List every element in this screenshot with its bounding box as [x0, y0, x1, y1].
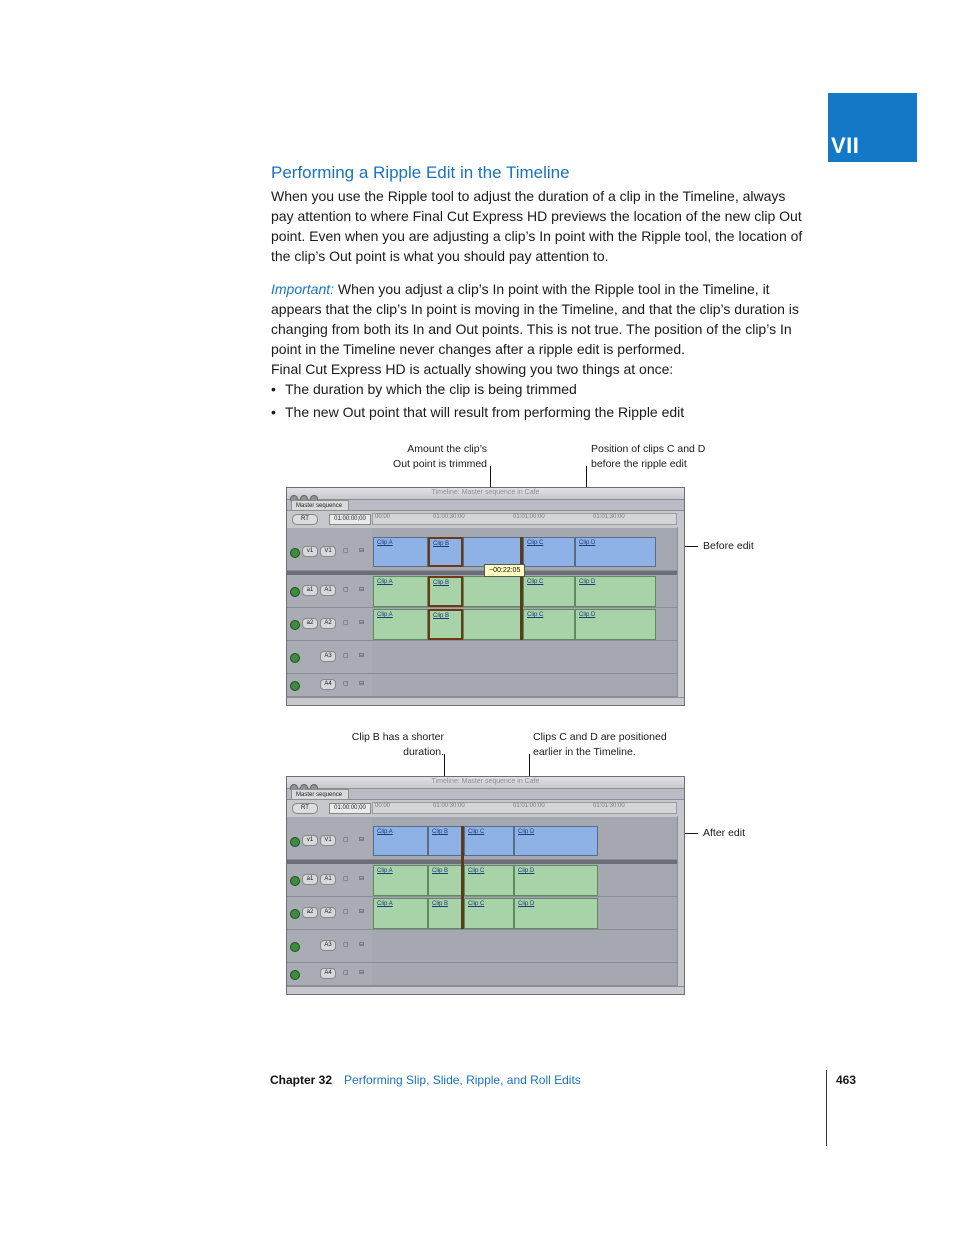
chapter-label: Chapter 32	[270, 1073, 333, 1087]
time-ruler[interactable]	[372, 513, 677, 525]
clip-d[interactable]: Clip D	[575, 537, 656, 567]
speaker-icon[interactable]	[290, 587, 300, 597]
dest-track[interactable]: A4	[320, 679, 336, 690]
track-header-a4[interactable]	[287, 963, 372, 986]
link-icon[interactable]: ⊟	[359, 587, 365, 593]
page-number: 463	[836, 1073, 857, 1087]
clip-c-audio[interactable]: Clip C	[523, 609, 575, 640]
clip-b-audio[interactable]: Clip B	[428, 865, 462, 896]
chapter-title: Performing Slip, Slide, Ripple, and Roll Edits	[344, 1073, 581, 1087]
callout-trim-amount	[380, 442, 487, 472]
clip-b-audio[interactable]: Clip B	[428, 898, 462, 929]
audio-lane	[372, 963, 677, 986]
tab-master-sequence[interactable]: Master sequence	[291, 789, 349, 799]
rt-menu[interactable]: RT	[292, 514, 318, 525]
link-icon[interactable]: ⊟	[359, 942, 365, 948]
link-icon[interactable]: ⊟	[359, 653, 365, 659]
clip-b-audio-preview[interactable]	[463, 609, 521, 640]
window-titlebar	[287, 488, 684, 500]
lock-icon[interactable]: ▢	[343, 942, 349, 948]
clip-c-audio[interactable]: Clip C	[464, 865, 514, 896]
callout-shorter-duration	[340, 730, 444, 760]
intro-line: point. Even when you are adjusting a clip’s In point with the Ripple tool, the location of	[271, 228, 803, 244]
intro-paragraph	[271, 186, 827, 266]
track-header-a1[interactable]	[287, 575, 372, 608]
dest-track[interactable]: A1	[320, 585, 336, 596]
callout-line: earlier in the Timeline.	[533, 746, 636, 758]
bullet-item: • The duration by which the clip is being trimmed	[271, 381, 577, 397]
page-footer	[270, 1073, 581, 1087]
track-header-a1[interactable]	[287, 864, 372, 897]
source-track[interactable]: a2	[302, 907, 318, 918]
speaker-icon[interactable]	[290, 653, 300, 663]
clip-d-audio[interactable]: Clip D	[514, 865, 598, 896]
part-number: VII	[831, 133, 860, 158]
window-title: Timeline: Master sequence in Cafe	[431, 489, 540, 496]
lock-icon[interactable]: ▢	[343, 620, 349, 626]
timeline-toolbar	[287, 799, 684, 818]
clip-a-audio[interactable]: Clip A	[373, 898, 428, 929]
audio-lane	[372, 930, 677, 963]
callout-line: Out point is trimmed	[393, 458, 487, 470]
important-line: appears that the clip’s In point is moving in the Timeline, and that the clip’s duration is	[271, 301, 799, 317]
track-header-a4[interactable]	[287, 674, 372, 697]
bullet-text: The duration by which the clip is being trimmed	[285, 381, 577, 397]
intro-line: When you use the Ripple tool to adjust the duration of a clip in the Timeline, always	[271, 188, 786, 204]
audio-lane	[372, 674, 677, 697]
speaker-icon[interactable]	[290, 909, 300, 919]
callout-position-before	[591, 442, 731, 472]
clip-a-audio[interactable]: Clip A	[373, 865, 428, 896]
clip-a-audio[interactable]: Clip A	[373, 609, 428, 640]
important-text: When you adjust a clip’s In point with the Ripple tool in the Timeline, it	[337, 281, 770, 297]
bullet-item: • The new Out point that will result from performing the Ripple edit	[271, 404, 685, 420]
clip-a-audio[interactable]: Clip A	[373, 576, 428, 607]
bullet-text: The new Out point that will result from performing the Ripple edit	[285, 404, 685, 420]
vertical-scrollbar[interactable]	[677, 527, 685, 697]
callout-line: Clips C and D are positioned	[533, 731, 667, 743]
track-header-a3[interactable]	[287, 930, 372, 963]
speaker-icon[interactable]	[290, 970, 300, 980]
source-track[interactable]: v1	[302, 546, 318, 557]
window-title: Timeline: Master sequence in Cafe	[431, 778, 540, 785]
intro-line: the clip’s Out point is what you should pay attention to.	[271, 248, 609, 264]
speaker-icon[interactable]	[290, 620, 300, 630]
clip-c[interactable]: Clip C	[523, 537, 575, 567]
ruler-tick: 00:00	[375, 514, 391, 520]
important-line: changing from both its In and Out points. This is not true. The position of the clip’s In	[271, 321, 792, 337]
callout-line: Position of clips C and D	[591, 443, 706, 455]
lock-icon[interactable]: ▢	[343, 876, 349, 882]
ripple-tooltip: −00:22:05	[484, 564, 525, 577]
dest-track[interactable]: A1	[320, 874, 336, 885]
callout-positioned-earlier	[533, 730, 693, 760]
timeline-window-after	[286, 776, 685, 995]
important-line: point in the Timeline never changes after a ripple edit is performed.	[271, 341, 686, 357]
section-heading: Performing a Ripple Edit in the Timeline	[271, 163, 570, 182]
clip-b-audio[interactable]: Clip B	[428, 576, 463, 607]
link-icon[interactable]: ⊟	[359, 620, 365, 626]
dest-track[interactable]: V1	[320, 546, 336, 557]
lock-icon[interactable]: ▢	[343, 653, 349, 659]
link-icon[interactable]: ⊟	[359, 837, 365, 843]
link-icon[interactable]: ⊟	[359, 970, 365, 976]
ruler-tick: 01:01:00:00	[513, 803, 545, 809]
clip-d-audio[interactable]: Clip D	[514, 898, 598, 929]
clip-c-audio[interactable]: Clip C	[464, 898, 514, 929]
clip-c[interactable]: Clip C	[464, 826, 514, 856]
track-header-v1[interactable]	[287, 528, 372, 571]
timecode-field[interactable]: 01:00:00;00	[329, 514, 371, 525]
dest-track[interactable]: A4	[320, 968, 336, 979]
tab-master-sequence[interactable]: Master sequence	[291, 500, 349, 510]
ruler-tick: 01:00:30:00	[433, 803, 465, 809]
window-titlebar	[287, 777, 684, 789]
dest-track[interactable]: A2	[320, 618, 336, 629]
clip-b-audio[interactable]: Clip B	[428, 609, 463, 640]
callout-line: duration.	[403, 746, 444, 758]
lock-icon[interactable]: ▢	[343, 837, 349, 843]
leader-line	[684, 546, 698, 547]
lock-icon[interactable]: ▢	[343, 681, 349, 687]
ruler-tick: 01:00:30:00	[433, 514, 465, 520]
speaker-icon[interactable]	[290, 876, 300, 886]
clip-a[interactable]: Clip A	[373, 537, 428, 567]
link-icon[interactable]: ⊟	[359, 548, 365, 554]
lock-icon[interactable]: ▢	[343, 548, 349, 554]
part-tab	[828, 93, 917, 162]
source-track[interactable]: a1	[302, 874, 318, 885]
clip-b-preview[interactable]	[463, 537, 521, 567]
rt-menu[interactable]: RT	[292, 803, 318, 814]
intro-line: pay attention to where Final Cut Express HD previews the location of the new clip Out	[271, 208, 802, 224]
clip-b[interactable]: Clip B	[428, 826, 462, 856]
clip-c-audio[interactable]: Clip C	[523, 576, 575, 607]
audio-lane	[372, 641, 677, 674]
visibility-icon[interactable]	[290, 548, 300, 558]
timeline-window-before	[286, 487, 685, 706]
important-label: Important:	[271, 281, 335, 297]
ruler-tick: 01:01:30:00	[593, 803, 625, 809]
source-track[interactable]: v1	[302, 835, 318, 846]
clip-d-audio[interactable]: Clip D	[575, 576, 656, 607]
horizontal-scrollbar[interactable]	[287, 697, 684, 706]
clip-d[interactable]: Clip D	[514, 826, 598, 856]
lead-line: Final Cut Express HD is actually showing you two things at once:	[271, 361, 674, 377]
callout-line: Amount the clip’s	[407, 443, 487, 455]
edit-point-marker	[520, 537, 523, 640]
leader-line	[684, 833, 698, 834]
clip-a[interactable]: Clip A	[373, 826, 428, 856]
horizontal-scrollbar[interactable]	[287, 986, 684, 995]
link-icon[interactable]: ⊟	[359, 876, 365, 882]
lock-icon[interactable]: ▢	[343, 587, 349, 593]
visibility-icon[interactable]	[290, 837, 300, 847]
edit-point-marker	[461, 826, 464, 929]
speaker-icon[interactable]	[290, 681, 300, 691]
track-header-v1[interactable]	[287, 817, 372, 860]
clip-b[interactable]: Clip B	[428, 537, 463, 567]
source-track[interactable]: a2	[302, 618, 318, 629]
timecode-field[interactable]: 01:00:00;00	[329, 803, 371, 814]
important-line-1	[271, 279, 827, 299]
lock-icon[interactable]: ▢	[343, 909, 349, 915]
source-track[interactable]: a1	[302, 585, 318, 596]
dest-track[interactable]: A2	[320, 907, 336, 918]
clip-b-audio-preview[interactable]	[463, 576, 521, 607]
track-header-a2[interactable]	[287, 897, 372, 930]
dest-track[interactable]: A3	[320, 940, 336, 951]
callout-after-edit: After edit	[703, 827, 746, 839]
callout-before-edit: Before edit	[703, 540, 754, 552]
vertical-scrollbar[interactable]	[677, 816, 685, 986]
track-header-a3[interactable]	[287, 641, 372, 674]
important-paragraph	[271, 279, 827, 379]
ruler-tick: 00:00	[375, 803, 391, 809]
callout-line: before the ripple edit	[591, 458, 687, 470]
dest-track[interactable]: V1	[320, 835, 336, 846]
footer-divider	[826, 1070, 827, 1146]
time-ruler[interactable]	[372, 802, 677, 814]
callout-line: Clip B has a shorter	[351, 731, 444, 743]
speaker-icon[interactable]	[290, 942, 300, 952]
ruler-tick: 01:01:00:00	[513, 514, 545, 520]
track-header-a2[interactable]	[287, 608, 372, 641]
link-icon[interactable]: ⊟	[359, 909, 365, 915]
ruler-tick: 01:01:30:00	[593, 514, 625, 520]
timeline-toolbar	[287, 510, 684, 529]
dest-track[interactable]: A3	[320, 651, 336, 662]
link-icon[interactable]: ⊟	[359, 681, 365, 687]
lock-icon[interactable]: ▢	[343, 970, 349, 976]
clip-d-audio[interactable]: Clip D	[575, 609, 656, 640]
